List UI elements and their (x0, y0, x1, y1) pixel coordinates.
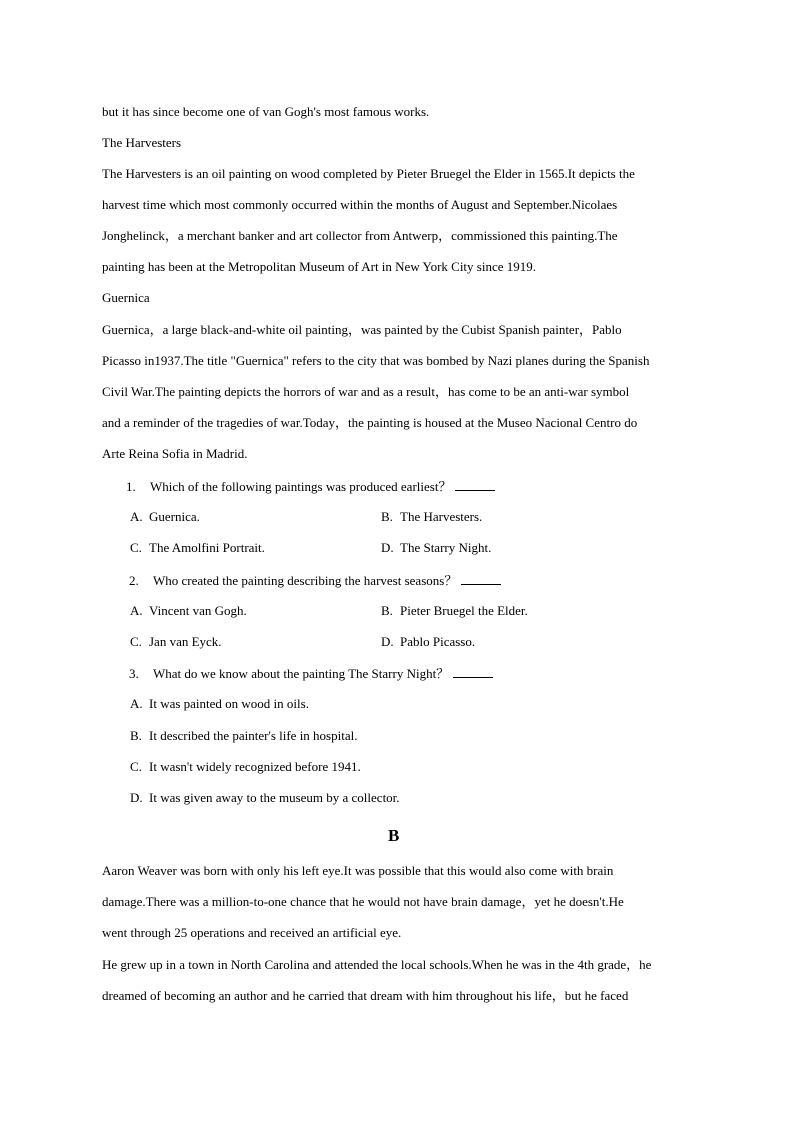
passage-line: Aaron Weaver was born with only his left eye.It was possible that this would also come with brain (102, 863, 614, 878)
option-letter: D. (381, 634, 394, 649)
option-letter: B. (130, 728, 142, 743)
passage-line: but it has since become one of van Gogh's most famous works. (102, 104, 430, 119)
option-letter: D. (381, 540, 394, 555)
passage-line: painting has been at the Metropolitan Museum of Art in New York City since 1919. (102, 259, 537, 274)
option-text: It was painted on wood in oils. (149, 696, 309, 711)
question-stem: Who created the painting describing the harvest seasons？ (153, 573, 458, 588)
option-text: The Amolfini Portrait. (149, 540, 265, 555)
answer-blank[interactable] (455, 478, 495, 491)
option-text: Vincent van Gogh. (149, 603, 247, 618)
passage-line: Civil War.The painting depicts the horrors of war and as a result，has come to be an anti-war symbol (102, 384, 630, 399)
option-letter: B. (381, 509, 393, 524)
question-stem: Which of the following paintings was produced earliest？ (150, 479, 452, 494)
option-text: Pablo Picasso. (400, 634, 476, 649)
option-letter: C. (130, 540, 142, 555)
passage-line: harvest time which most commonly occurred within the months of August and September.Nicolaes (102, 197, 618, 212)
question-3-option-c[interactable] (130, 759, 361, 775)
question-3-option-a[interactable] (130, 696, 309, 712)
question-number: 2. (129, 573, 139, 588)
question-2 (129, 572, 501, 589)
passage-line: He grew up in a town in North Carolina and attended the local schools.When he was in the 4th grade，he (102, 957, 652, 972)
option-letter: A. (130, 696, 143, 711)
section-title-harvesters: The Harvesters (102, 135, 182, 150)
question-3 (129, 665, 493, 682)
option-text: Jan van Eyck. (149, 634, 222, 649)
passage-line: Jonghelinck，a merchant banker and art collector from Antwerp，commissioned this painting.The (102, 228, 618, 243)
passage-line: Picasso in1937.The title "Guernica" refers to the city that was bombed by Nazi planes during the Spanish (102, 353, 650, 368)
passage-line: and a reminder of the tragedies of war.Today，the painting is housed at the Museo Nacional Centro do (102, 415, 638, 430)
section-title-guernica: Guernica (102, 290, 150, 305)
section-heading-b: B (388, 826, 400, 845)
answer-blank[interactable] (461, 572, 501, 585)
question-1-option-a[interactable] (130, 509, 200, 525)
question-stem: What do we know about the painting The Starry Night？ (153, 666, 450, 681)
answer-blank[interactable] (453, 665, 493, 678)
passage-line: damage.There was a million-to-one chance that he would not have brain damage，yet he doesn't.He (102, 894, 624, 909)
question-number: 3. (129, 666, 139, 681)
option-text: It wasn't widely recognized before 1941. (149, 759, 361, 774)
question-1-option-d[interactable] (381, 540, 491, 556)
passage-line: Guernica，a large black-and-white oil painting，was painted by the Cubist Spanish painter，Pablo (102, 322, 622, 337)
question-3-option-d[interactable] (130, 790, 400, 806)
question-1 (126, 478, 495, 495)
option-letter: C. (130, 634, 142, 649)
option-text: It was given away to the museum by a collector. (149, 790, 400, 805)
question-1-option-c[interactable] (130, 540, 265, 556)
option-letter: C. (130, 759, 142, 774)
question-2-option-b[interactable] (381, 603, 528, 619)
option-text: The Starry Night. (400, 540, 492, 555)
option-letter: B. (381, 603, 393, 618)
option-text: Guernica. (149, 509, 200, 524)
option-letter: D. (130, 790, 143, 805)
passage-line: Arte Reina Sofia in Madrid. (102, 446, 248, 461)
question-2-option-c[interactable] (130, 634, 222, 650)
passage-line: The Harvesters is an oil painting on wood completed by Pieter Bruegel the Elder in 1565.It depicts the (102, 166, 635, 181)
passage-line: went through 25 operations and received an artificial eye. (102, 925, 402, 940)
question-1-option-b[interactable] (381, 509, 482, 525)
question-3-option-b[interactable] (130, 728, 357, 744)
question-2-option-d[interactable] (381, 634, 475, 650)
passage-line: dreamed of becoming an author and he carried that dream with him throughout his life，but he faced (102, 988, 629, 1003)
question-number: 1. (126, 479, 136, 494)
question-2-option-a[interactable] (130, 603, 247, 619)
option-letter: A. (130, 509, 143, 524)
option-text: Pieter Bruegel the Elder. (400, 603, 528, 618)
option-text: It described the painter's life in hospital. (149, 728, 358, 743)
option-text: The Harvesters. (400, 509, 483, 524)
option-letter: A. (130, 603, 143, 618)
